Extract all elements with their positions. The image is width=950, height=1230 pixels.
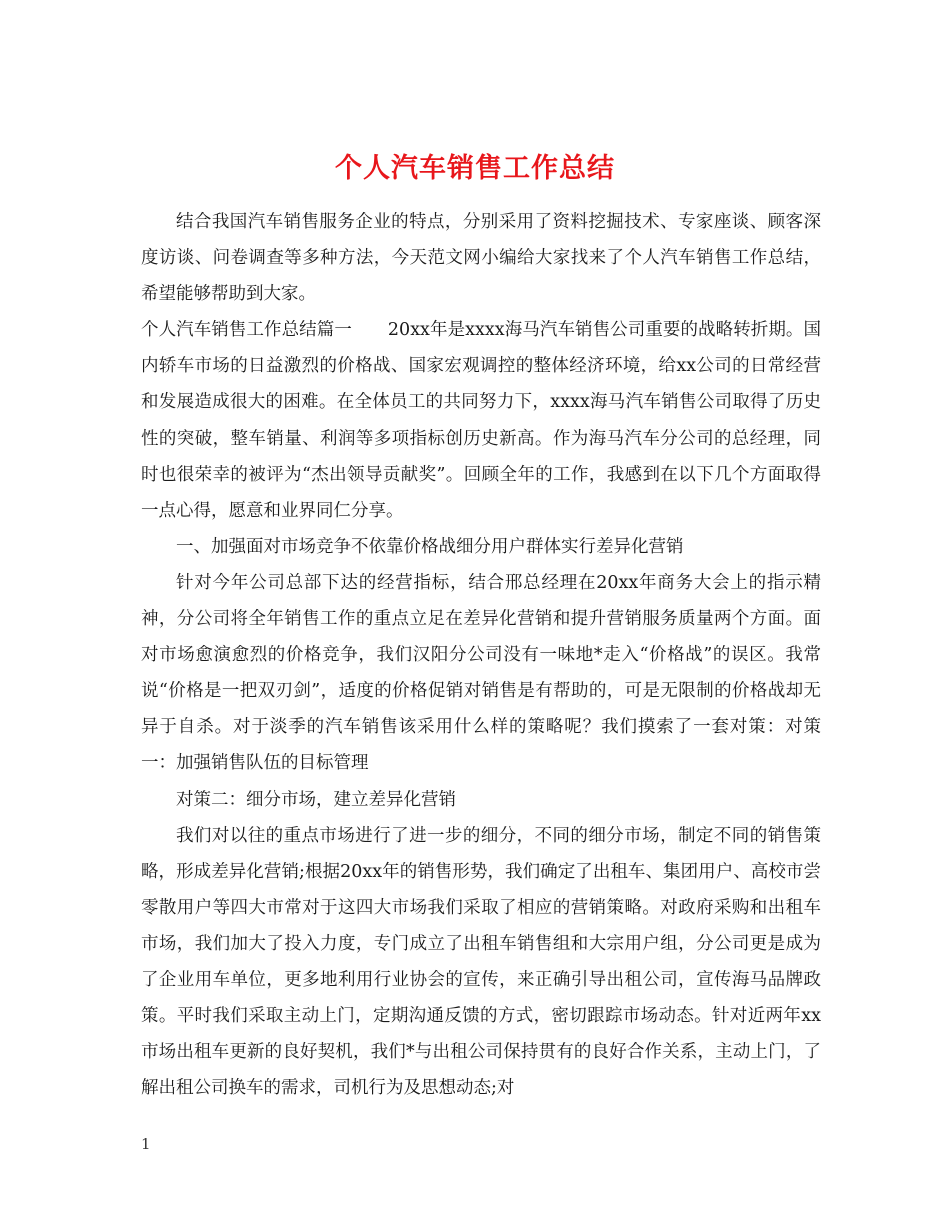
market-paragraph: 我们对以往的重点市场进行了进一步的细分，不同的细分市场，制定不同的销售策略，形成差异化营销;根据20xx年的销售形势，我们确定了出租车、集团用户、高校市尝零散用户等四大市常对于这四大市场我们采取了相应的营销策略。对政府采购和出租车市场，我们加大了投入力度，专门成立了出租车销售组和大宗用户组，分公司更是成为了企业用车单位，更多地利用行业协会的宣传，来正确引导出租公司，宣传海马品牌政策。平时我们采取主动上门，定期沟通反馈的方式，密切跟踪市场动态。针对近两年xx市场出租车更新的良好契机，我们*与出租公司保持贯有的良好合作关系，主动上门，了解出租公司换车的需求，司机行为及思想动态;对 [141, 825, 821, 1099]
intro-paragraph: 结合我国汽车销售服务企业的特点，分别采用了资料挖掘技术、专家座谈、顾客深度访谈、问卷调查等多种方法，今天范文网小编给大家找来了个人汽车销售工作总结，希望能够帮助到大家。 [141, 212, 821, 305]
section-heading: 个人汽车销售工作总结篇一 [141, 320, 352, 341]
document-body [141, 204, 821, 1106]
strategy-two-heading: 对策二：细分市场，建立差异化营销 [176, 789, 456, 810]
strategy-paragraph: 针对今年公司总部下达的经营指标，结合邢总经理在20xx年商务大会上的指示精神，分公司将全年销售工作的重点立足在差异化营销和提升营销服务质量两个方面。面对市场愈演愈烈的价格竞争，我们汉阳分公司没有一味地*走入“价格战”的误区。我常说“价格是一把双刃剑”，适度的价格促销对销售是有帮助的，可是无限制的价格战却无异于自杀。对于淡季的汽车销售该采用什么样的策略呢？我们摸索了一套对策：对策一：加强销售队伍的目标管理 [141, 572, 821, 774]
page-number: 1 [141, 1135, 151, 1153]
heading-one: 一、加强面对市场竞争不依靠价格战细分用户群体实行差异化营销 [176, 536, 684, 557]
section-body: 20xx年是xxxx海马汽车销售公司重要的战略转折期。国内轿车市场的日益激烈的价格战、国家宏观调控的整体经济环境，给xx公司的日常经营和发展造成很大的困难。在全体员工的共同努力下，xxxx海马汽车销售公司取得了历史性的突破，整车销量、利润等多项指标创历史新高。作为海马汽车分公司的总经理，同时也很荣幸的被评为“杰出领导贡献奖”。回顾全年的工作，我感到在以下几个方面取得一点心得，愿意和业界同仁分享。 [141, 320, 822, 521]
section-paragraph [141, 312, 821, 529]
document-title: 个人汽车销售工作总结 [335, 153, 615, 185]
